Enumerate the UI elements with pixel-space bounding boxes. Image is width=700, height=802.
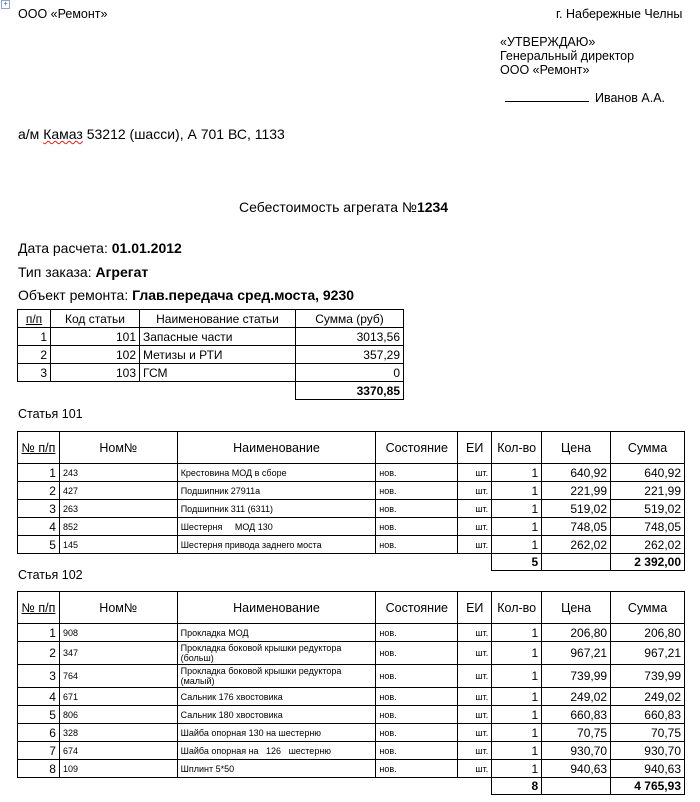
cell-qty: 1 [492,500,542,518]
cell-unit: шт. [458,500,492,518]
cell-price: 221,99 [542,482,611,500]
empty-cell [458,778,492,795]
cell-unit: шт. [458,760,492,778]
cell-unit: шт. [458,724,492,742]
cell-num: 1 [18,464,60,482]
table-row [18,742,685,760]
table-header-row [18,432,685,464]
table-row [18,706,685,724]
cell-code: 263 [59,500,177,518]
table-row [18,642,685,665]
cell-state: нов. [376,642,458,665]
empty-cell [140,382,296,400]
cell-name: Сальник 176 хвостовика [177,688,376,706]
calc-date [18,240,182,256]
cell-num: 4 [18,518,60,536]
summary-cell-num: 2 [18,346,51,364]
header-price: Цена [542,432,611,464]
cell-price: 940,63 [542,760,611,778]
cell-qty: 1 [492,482,542,500]
cell-code: 347 [59,642,177,665]
cell-price: 660,83 [542,706,611,724]
approve-title: «УТВЕРЖДАЮ» [500,35,596,49]
date-label: Дата расчета: [18,240,112,256]
cell-unit: шт. [458,742,492,760]
table-row [18,346,404,364]
approver-name: Иванов А.А. [595,91,666,105]
date-value: 01.01.2012 [111,240,182,256]
cell-state: нов. [376,536,458,554]
table-row [18,482,685,500]
summary-cell-sum: 0 [296,364,404,382]
vehicle-prefix: а/м [18,126,44,142]
summary-cell-code: 102 [51,346,140,364]
type-value: Агрегат [95,264,149,280]
table-row [18,464,685,482]
cell-price: 748,05 [542,518,611,536]
article-102-label: Статья 102 [18,568,83,582]
summary-cell-sum: 357,29 [296,346,404,364]
cell-name: Сальник 180 хвостовика [177,706,376,724]
total-qty: 5 [492,554,542,571]
cell-name: Шестерня привода заднего моста [177,536,376,554]
empty-cell [59,778,177,795]
empty-cell [18,778,60,795]
table-row [18,688,685,706]
cell-unit: шт. [458,706,492,724]
header-sum: Сумма [611,432,685,464]
cell-name: Шайба опорная 130 на шестерню [177,724,376,742]
signature-block [505,89,665,105]
cell-state: нов. [376,500,458,518]
cell-name: Шплинт 5*50 [177,760,376,778]
cell-code: 908 [59,624,177,642]
table-row [18,536,685,554]
header-sum: Сумма [611,592,685,624]
cell-num: 3 [18,665,60,688]
cell-code: 806 [59,706,177,724]
cell-state: нов. [376,482,458,500]
header-price: Цена [542,592,611,624]
cell-qty: 1 [492,742,542,760]
header-state: Состояние [376,592,458,624]
empty-cell [458,554,492,571]
title-text: Себестоимость агрегата № [239,199,417,215]
cell-qty: 1 [492,688,542,706]
cell-price: 262,02 [542,536,611,554]
move-handle-icon[interactable]: + [1,0,10,9]
header-unit: ЕИ [458,592,492,624]
summary-header-code: Код статьи [51,310,140,328]
table-row [18,724,685,742]
cell-sum: 640,92 [611,464,685,482]
header-num: № п/п [18,432,60,464]
total-qty: 8 [492,778,542,795]
cell-num: 4 [18,688,60,706]
cell-num: 2 [18,642,60,665]
cell-qty: 1 [492,536,542,554]
cell-sum: 930,70 [611,742,685,760]
empty-cell [177,778,376,795]
cell-price: 519,02 [542,500,611,518]
cell-name: Прокладка МОД [177,624,376,642]
page-title [239,199,448,215]
summary-total: 3370,85 [296,382,404,400]
cell-num: 6 [18,724,60,742]
cell-unit: шт. [458,536,492,554]
summary-cell-num: 1 [18,328,51,346]
cell-qty: 1 [492,706,542,724]
cell-name: Шайба опорная на 126 шестерню [177,742,376,760]
table-row [18,760,685,778]
cell-price: 930,70 [542,742,611,760]
cell-state: нов. [376,760,458,778]
empty-cell [18,382,51,400]
empty-cell [51,382,140,400]
cell-code: 109 [59,760,177,778]
table-row [18,500,685,518]
article-101-label: Статья 101 [18,407,83,421]
table-row [18,665,685,688]
cell-state: нов. [376,464,458,482]
cell-num: 7 [18,742,60,760]
cell-num: 2 [18,482,60,500]
cell-code: 427 [59,482,177,500]
cell-state: нов. [376,688,458,706]
total-sum: 4 765,93 [611,778,685,795]
cell-code: 145 [59,536,177,554]
cell-state: нов. [376,624,458,642]
total-sum: 2 392,00 [611,554,685,571]
summary-table [17,309,404,400]
cell-unit: шт. [458,688,492,706]
cell-price: 640,92 [542,464,611,482]
empty-cell [542,554,611,571]
summary-cell-name: ГСМ [140,364,296,382]
summary-header-name: Наименование статьи [140,310,296,328]
cell-unit: шт. [458,464,492,482]
cell-qty: 1 [492,642,542,665]
city: г. Набережные Челны [556,7,683,21]
cell-sum: 249,02 [611,688,685,706]
header-qty: Кол-во [492,592,542,624]
header-code: Ном№ [59,432,177,464]
total-row [18,554,685,571]
cell-sum: 519,02 [611,500,685,518]
cell-name: Крестовина МОД в сборе [177,464,376,482]
vehicle-details: 53212 (шасси), А 701 ВС, 1133 [82,126,285,142]
cell-num: 5 [18,706,60,724]
cell-sum: 748,05 [611,518,685,536]
summary-header-sum: Сумма (руб) [296,310,404,328]
object-label: Объект ремонта: [18,287,133,303]
cell-state: нов. [376,742,458,760]
summary-cell-name: Метизы и РТИ [140,346,296,364]
summary-cell-code: 101 [51,328,140,346]
cell-state: нов. [376,706,458,724]
title-number: 1234 [416,199,449,215]
cell-name: Прокладка боковой крышки редуктора (малый) [177,665,376,688]
cell-name: Прокладка боковой крышки редуктора (больш) [177,642,376,665]
repair-object [18,287,354,303]
cell-code: 328 [59,724,177,742]
cell-unit: шт. [458,665,492,688]
cell-qty: 1 [492,665,542,688]
vehicle-brand: Камаз [43,126,83,142]
header-name: Наименование [177,592,376,624]
approve-position: Генеральный директор [500,49,635,63]
article-102-table [17,591,685,795]
summary-cell-name: Запасные части [140,328,296,346]
cell-num: 5 [18,536,60,554]
table-row [18,518,685,536]
header-unit: ЕИ [458,432,492,464]
cell-code: 764 [59,665,177,688]
cell-unit: шт. [458,642,492,665]
cell-price: 206,80 [542,624,611,642]
cell-sum: 221,99 [611,482,685,500]
cell-state: нов. [376,518,458,536]
cell-qty: 1 [492,518,542,536]
cell-state: нов. [376,724,458,742]
cell-sum: 967,21 [611,642,685,665]
cell-name: Подшипник 311 (6311) [177,500,376,518]
cell-unit: шт. [458,624,492,642]
cell-code: 852 [59,518,177,536]
article-101-table [17,431,685,571]
header-state: Состояние [376,432,458,464]
cell-name: Шестерня МОД 130 [177,518,376,536]
header-name: Наименование [177,432,376,464]
cell-sum: 206,80 [611,624,685,642]
empty-cell [376,778,458,795]
type-label: Тип заказа: [18,264,96,280]
cell-unit: шт. [458,482,492,500]
empty-cell [376,554,458,571]
cell-sum: 739,99 [611,665,685,688]
cell-num: 3 [18,500,60,518]
cell-qty: 1 [492,724,542,742]
order-type [18,264,148,280]
table-header-row [18,592,685,624]
summary-cell-num: 3 [18,364,51,382]
cell-qty: 1 [492,760,542,778]
total-row [18,778,685,795]
table-row [18,364,404,382]
cell-unit: шт. [458,518,492,536]
summary-header-num: п/п [18,310,51,328]
summary-cell-sum: 3013,56 [296,328,404,346]
cell-price: 249,02 [542,688,611,706]
header-qty: Кол-во [492,432,542,464]
header-code: Ном№ [59,592,177,624]
approve-org: ООО «Ремонт» [500,63,590,77]
table-row [18,624,685,642]
vehicle-line [18,126,285,142]
cell-sum: 940,63 [611,760,685,778]
cell-code: 671 [59,688,177,706]
cell-code: 243 [59,464,177,482]
signature-line [505,89,589,102]
table-row [18,328,404,346]
cell-num: 8 [18,760,60,778]
cell-name: Подшипник 27911а [177,482,376,500]
org-name: ООО «Ремонт» [18,7,108,21]
cell-code: 674 [59,742,177,760]
cell-sum: 262,02 [611,536,685,554]
object-value: Глав.передача сред.моста, 9230 [132,287,355,303]
summary-cell-code: 103 [51,364,140,382]
cell-price: 739,99 [542,665,611,688]
cell-qty: 1 [492,464,542,482]
cell-price: 70,75 [542,724,611,742]
header-num: № п/п [18,592,60,624]
empty-cell [542,778,611,795]
cell-sum: 70,75 [611,724,685,742]
cell-sum: 660,83 [611,706,685,724]
cell-price: 967,21 [542,642,611,665]
cell-state: нов. [376,665,458,688]
empty-cell [177,554,376,571]
cell-qty: 1 [492,624,542,642]
cell-num: 1 [18,624,60,642]
